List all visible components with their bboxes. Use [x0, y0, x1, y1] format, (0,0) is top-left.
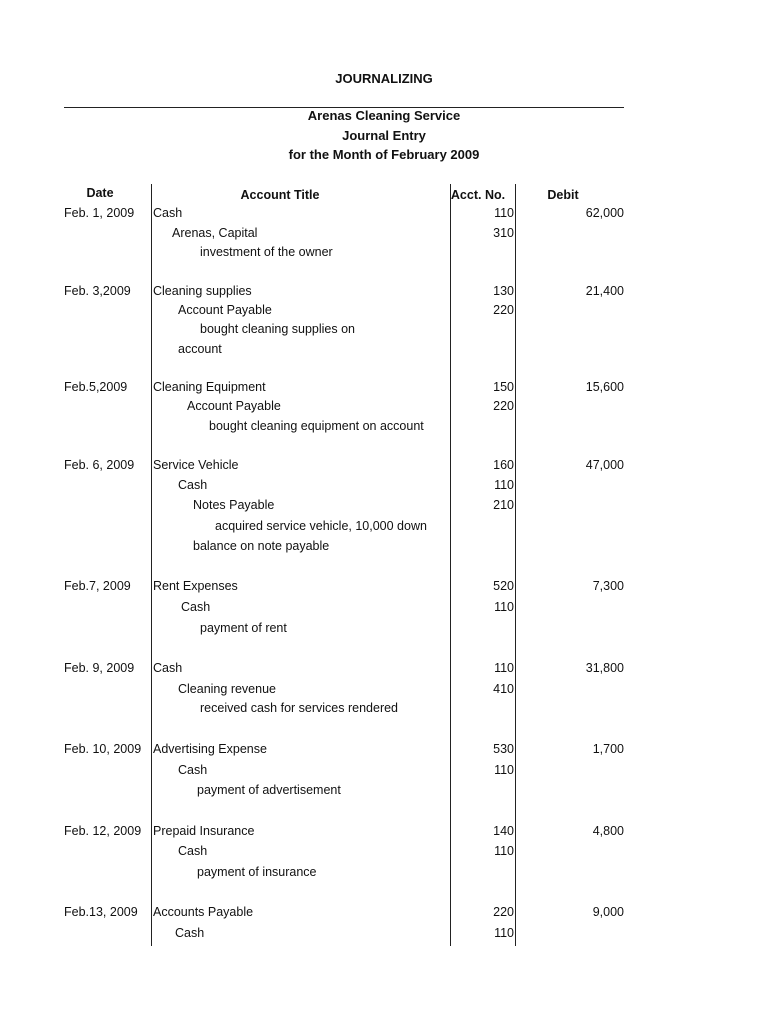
company-name: Arenas Cleaning Service [307, 108, 461, 123]
entry-explanation: payment of insurance [197, 865, 317, 879]
page-title: JOURNALIZING [335, 71, 433, 86]
entry-explanation: balance on note payable [193, 539, 330, 553]
account-title: Cash [153, 206, 183, 220]
credit-account-title: Cash [178, 763, 208, 777]
account-title: Cleaning supplies [153, 284, 252, 298]
entry-date: Feb.13, 2009 [64, 905, 138, 919]
column-divider-acct-no [515, 184, 516, 946]
entry-date: Feb.5,2009 [64, 380, 128, 394]
debit-amount: 9,000 [592, 905, 624, 919]
account-number: 130 [493, 284, 514, 298]
entry-explanation: acquired service vehicle, 10,000 down [215, 519, 427, 533]
credit-account-title: Cash [175, 926, 205, 940]
column-header-debit: Debit [547, 188, 579, 202]
column-header-date: Date [86, 186, 114, 200]
account-number: 530 [493, 742, 514, 756]
debit-amount: 1,700 [592, 742, 624, 756]
entry-explanation: bought cleaning equipment on account [209, 419, 424, 433]
period-label: for the Month of February 2009 [288, 147, 480, 162]
entry-date: Feb. 9, 2009 [64, 661, 135, 675]
debit-amount: 7,300 [592, 579, 624, 593]
journal-subtitle: Journal Entry [342, 128, 426, 143]
entry-explanation: investment of the owner [200, 245, 333, 259]
account-number: 110 [494, 763, 514, 777]
account-number: 220 [493, 399, 514, 413]
credit-account-title: Notes Payable [193, 498, 275, 512]
entry-date: Feb.7, 2009 [64, 579, 131, 593]
account-number: 410 [493, 682, 514, 696]
column-divider-account [450, 184, 451, 946]
account-number: 210 [493, 498, 514, 512]
debit-amount: 4,800 [592, 824, 624, 838]
column-header-account-title: Account Title [240, 188, 320, 202]
debit-amount: 31,800 [585, 661, 624, 675]
debit-amount: 62,000 [585, 206, 624, 220]
account-number: 140 [493, 824, 514, 838]
credit-account-title: Cash [181, 600, 211, 614]
debit-amount: 47,000 [585, 458, 624, 472]
account-title: Cash [153, 661, 183, 675]
credit-account-title: Cash [178, 478, 208, 492]
column-header-acct-no: Acct. No. [450, 188, 506, 202]
account-number: 110 [494, 844, 514, 858]
account-number: 110 [494, 926, 514, 940]
credit-account-title: Account Payable [178, 303, 272, 317]
account-title: Accounts Payable [153, 905, 254, 919]
account-number: 110 [494, 206, 514, 220]
account-title: Prepaid Insurance [153, 824, 255, 838]
account-number: 110 [494, 661, 514, 675]
entry-date: Feb. 10, 2009 [64, 742, 142, 756]
credit-account-title: Cleaning revenue [178, 682, 276, 696]
account-title: Cleaning Equipment [153, 380, 266, 394]
account-number: 110 [494, 600, 514, 614]
account-number: 110 [494, 478, 514, 492]
account-title: Rent Expenses [153, 579, 238, 593]
entry-explanation: bought cleaning supplies on [200, 322, 355, 336]
account-number: 160 [493, 458, 514, 472]
entry-explanation: account [178, 342, 222, 356]
account-title: Service Vehicle [153, 458, 239, 472]
account-number: 150 [493, 380, 514, 394]
credit-account-title: Account Payable [187, 399, 281, 413]
entry-explanation: payment of rent [200, 621, 287, 635]
column-divider-date [151, 184, 152, 946]
account-title: Advertising Expense [153, 742, 267, 756]
credit-account-title: Cash [178, 844, 208, 858]
credit-account-title: Arenas, Capital [172, 226, 258, 240]
entry-explanation: payment of advertisement [197, 783, 341, 797]
entry-date: Feb. 3,2009 [64, 284, 131, 298]
account-number: 220 [493, 303, 514, 317]
debit-amount: 15,600 [585, 380, 624, 394]
entry-date: Feb. 12, 2009 [64, 824, 142, 838]
entry-explanation: received cash for services rendered [200, 701, 399, 715]
account-number: 520 [493, 579, 514, 593]
entry-date: Feb. 6, 2009 [64, 458, 135, 472]
debit-amount: 21,400 [585, 284, 624, 298]
account-number: 310 [493, 226, 514, 240]
entry-date: Feb. 1, 2009 [64, 206, 135, 220]
account-number: 220 [493, 905, 514, 919]
